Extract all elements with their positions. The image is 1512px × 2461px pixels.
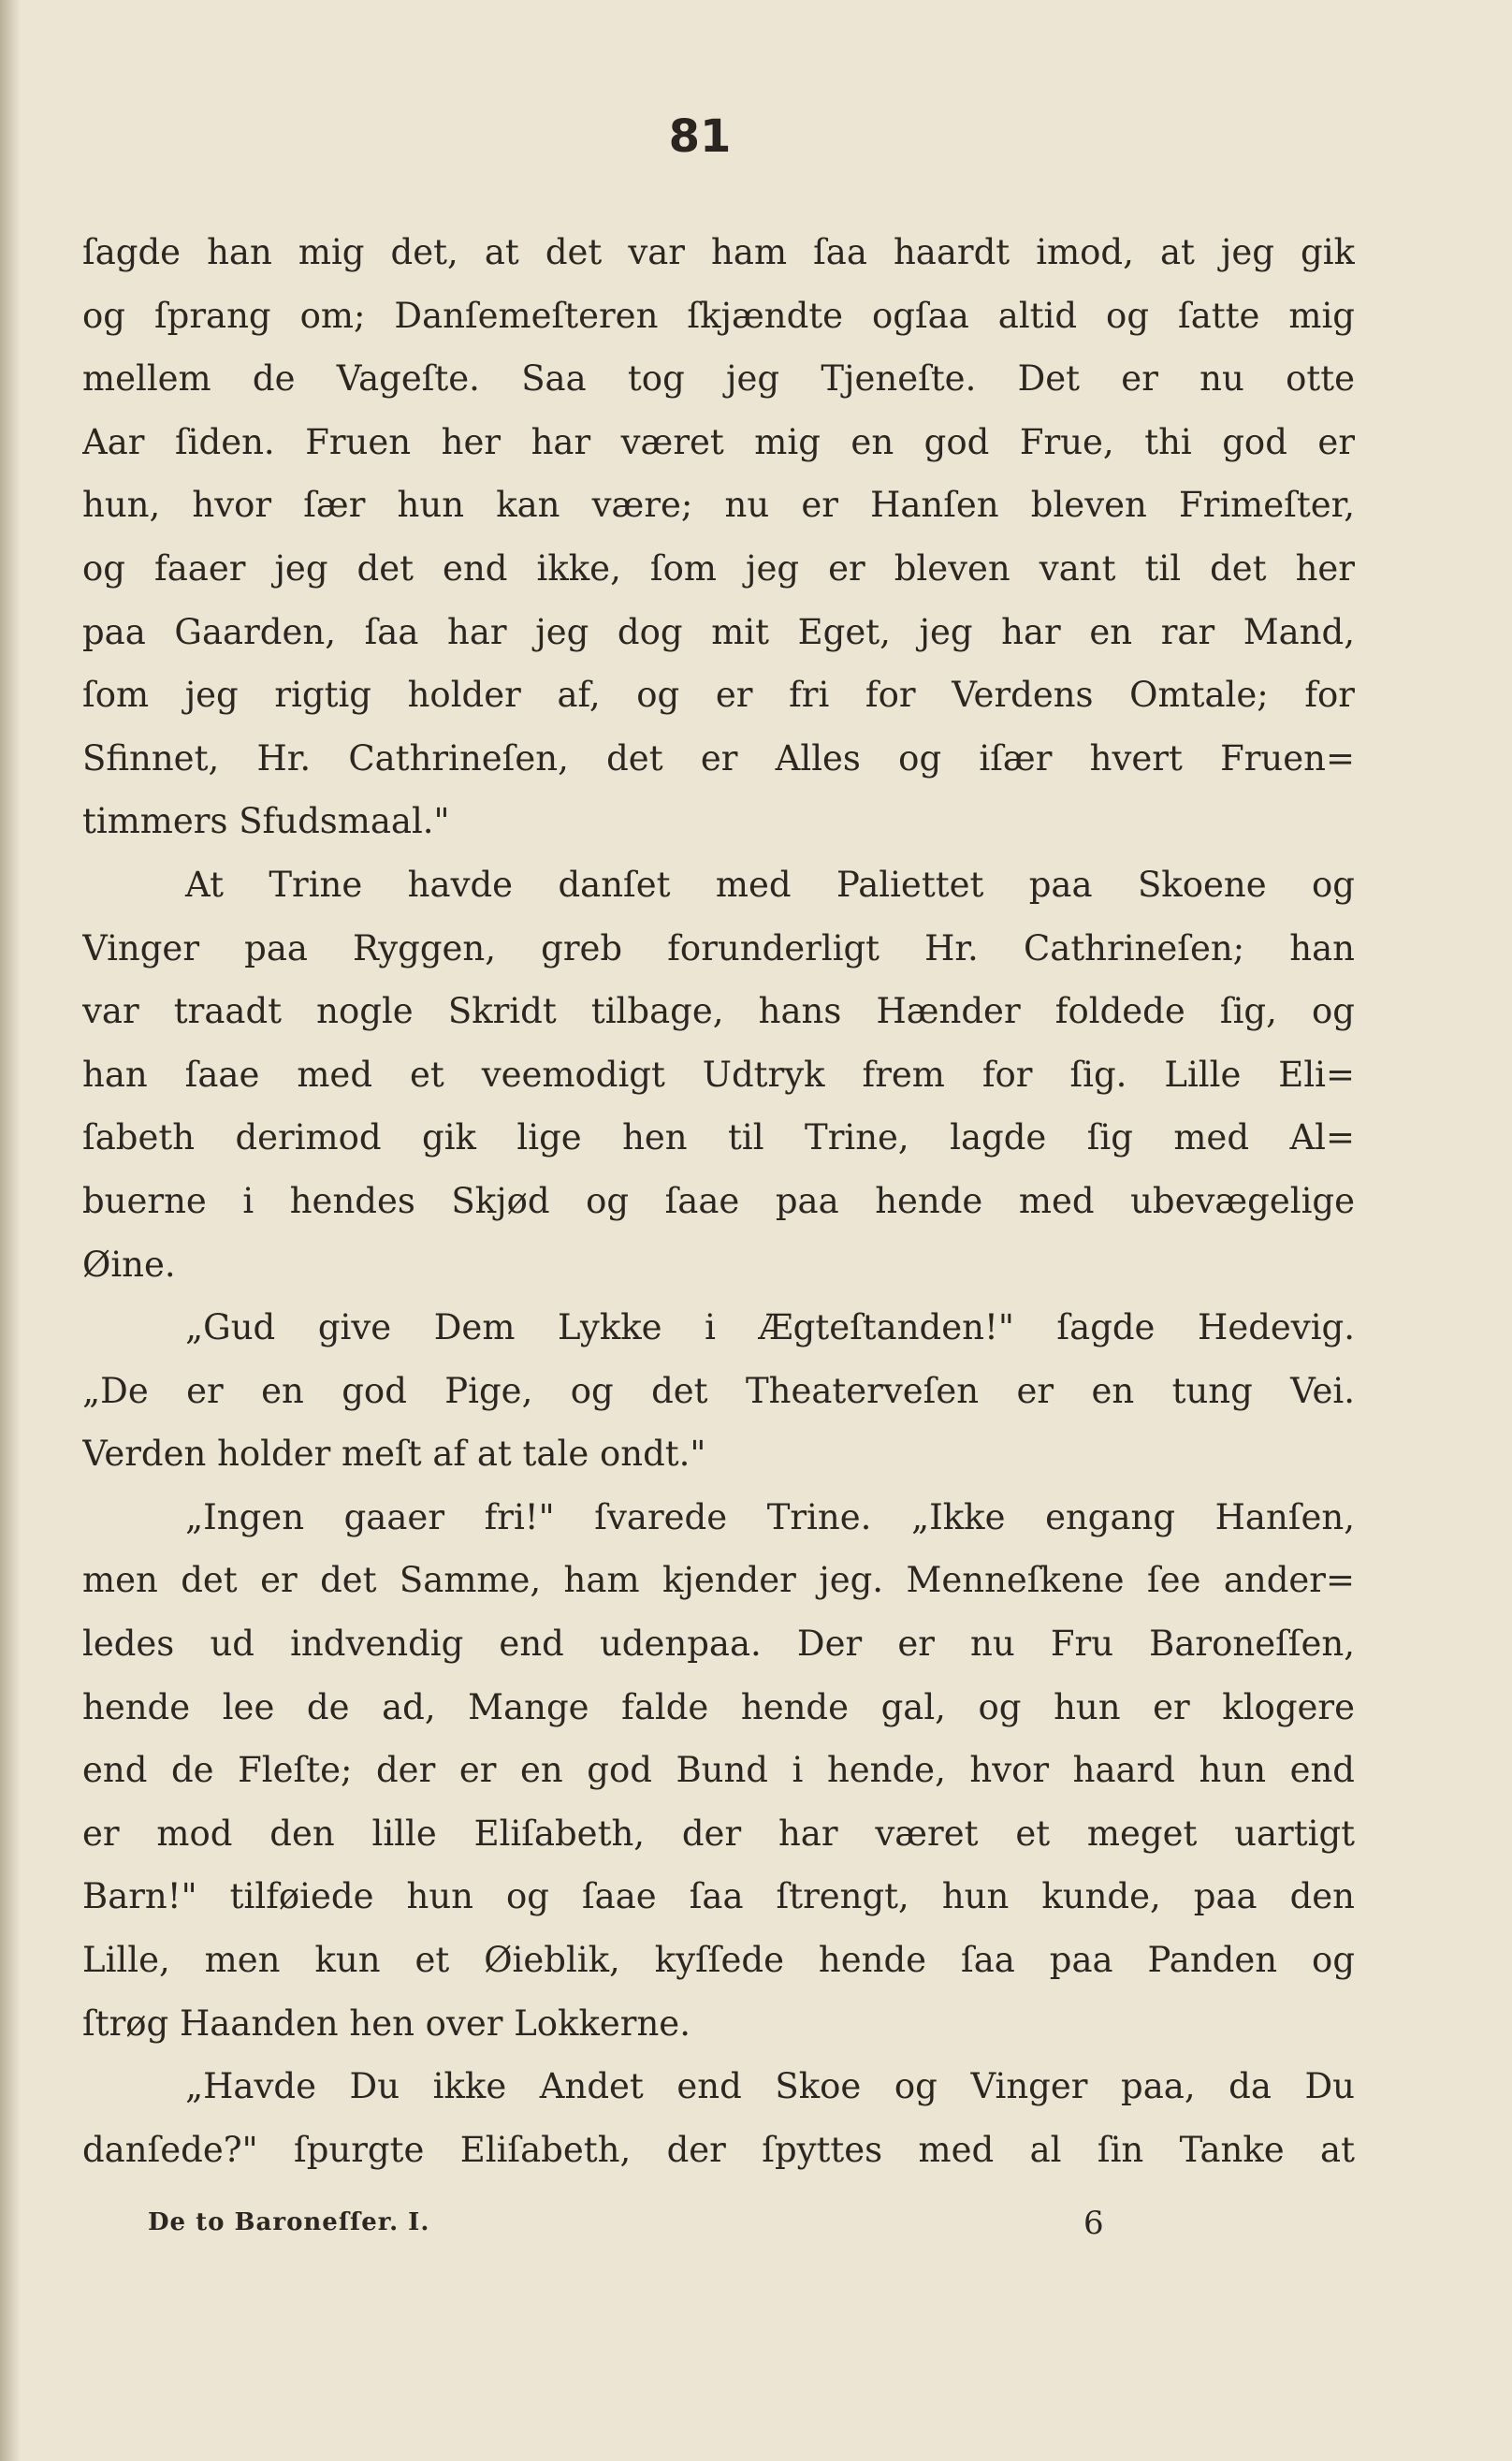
page-number: 81: [668, 110, 732, 163]
text-line: mellem de Vageſte. Saa tog jeg Tjeneſte. Det er nu otte: [82, 358, 1355, 400]
text-line: „Ingen gaaer fri!" ſvarede Trine. „Ikke engang Hanſen,: [185, 1496, 1355, 1537]
text-line: Verden holder meſt af at tale ondt.": [82, 1434, 706, 1475]
book-gutter-shadow: [0, 0, 21, 2461]
text-line: danſede?" ſpurgte Eliſabeth, der ſpyttes med al ſin Tanke at: [82, 2129, 1355, 2170]
signature-mark: De to Baroneſſer. I.: [148, 2208, 430, 2236]
text-line: ſtrøg Haanden hen over Lokkerne.: [82, 2002, 691, 2044]
body-text: [82, 221, 1355, 2181]
text-line: Øine.: [82, 1244, 176, 1285]
text-line: Lille, men kun et Øieblik, kyſſede hende ſaa paa Panden og: [82, 1940, 1355, 1981]
text-line: Vinger paa Ryggen, greb forunderligt Hr. Cathrineſen; han: [82, 927, 1355, 968]
text-line: Barn!" tilføiede hun og ſaae ſaa ſtrengt, hun kunde, paa den: [82, 1876, 1355, 1917]
text-line: buerne i hendes Skjød og ſaae paa hende med ubevægelige: [82, 1180, 1355, 1221]
page-footer: [82, 2205, 1355, 2255]
text-line: „De er en god Pige, og det Theaterveſen er en tung Vei.: [82, 1370, 1355, 1411]
text-line: paa Gaarden, ſaa har jeg dog mit Eget, jeg har en rar Mand,: [82, 611, 1355, 652]
book-page: [82, 0, 1355, 2461]
text-line: timmers Sfudsmaal.": [82, 801, 450, 842]
text-line: og faaer jeg det end ikke, ſom jeg er bleven vant til det her: [82, 547, 1355, 589]
text-line: Sfinnet, Hr. Cathrineſen, det er Alles og iſær hvert Fruen=: [82, 737, 1355, 779]
gathering-number: 6: [1083, 2205, 1104, 2242]
text-line: „Gud give Dem Lykke i Ægteſtanden!" ſagde Hedevig.: [185, 1307, 1355, 1348]
text-line: er mod den lille Eliſabeth, der har været et meget uartigt: [82, 1813, 1355, 1854]
text-line: hende lee de ad, Mange falde hende gal, og hun er klogere: [82, 1686, 1355, 1727]
text-line: hun, hvor ſær hun kan være; nu er Hanſen bleven Frimeſter,: [82, 485, 1355, 526]
text-line: ſom jeg rigtig holder af, og er fri for Verdens Omtale; for: [82, 675, 1355, 716]
text-line: ſabeth derimod gik lige hen til Trine, lagde ſig med Al=: [82, 1117, 1355, 1158]
text-line: ſagde han mig det, at det var ham ſaa haardt imod, at jeg gik: [82, 232, 1355, 272]
text-line: men det er det Samme, ham kjender jeg. Menneſkene ſee ander=: [82, 1560, 1355, 1601]
text-line: end de Fleſte; der er en god Bund i hende, hvor haard hun end: [82, 1750, 1355, 1791]
text-line: At Trine havde danſet med Paliettet paa Skoene og: [185, 864, 1355, 905]
text-line: han ſaae med et veemodigt Udtryk frem for ſig. Lille Eli=: [82, 1054, 1355, 1095]
text-line: „Havde Du ikke Andet end Skoe og Vinger paa, da Du: [185, 2066, 1355, 2107]
text-line: Aar ſiden. Fruen her har været mig en god Frue, thi god er: [82, 421, 1355, 462]
text-line: og ſprang om; Danſemeſteren ſkjændte ogſaa altid og ſatte mig: [82, 295, 1355, 336]
text-line: ledes ud indvendig end udenpaa. Der er nu Fru Baroneſſen,: [82, 1624, 1355, 1665]
text-line: var traadt nogle Skridt tilbage, hans Hænder foldede ſig, og: [82, 991, 1355, 1032]
